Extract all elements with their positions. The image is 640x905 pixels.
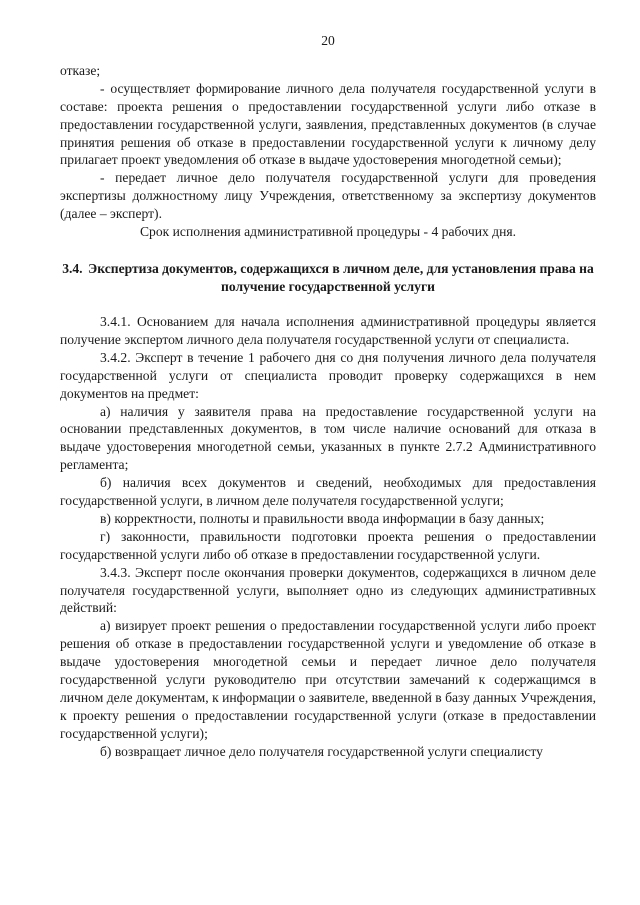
list-item-g: г) законности, правильности подготовки проекта решения о предоставлении государственной услуги либо об отказе в предоставлении государственной услуги. <box>60 528 596 562</box>
paragraph-transfer: - передает личное дело получателя государственной услуги для проведения экспертизы должностному лицу Учреждения, ответственному за экспертизу документов (далее – эксперт). <box>60 170 596 222</box>
list-item-b-action: б) возвращает личное дело получателя государственной услуги специалисту <box>100 743 543 759</box>
list-item-a: а) наличия у заявителя права на предоставление государственной услуги на основании представленных документов, в том числе наличие оснований для отказа в выдаче удостоверения многодетной семьи, указанных в пункте 2.7.2 Административного регламента; <box>60 403 596 473</box>
section-number: 3.4. <box>62 260 83 276</box>
list-item-v: в) корректности, полноты и правильности ввода информации в базу данных; <box>100 510 545 526</box>
paragraph-formation: - осуществляет формирование личного дела получателя государственной услуги в составе: проекта решения о предоставлении государственной услуги либо отказе в предоставлении государственной услуги, заявления, представленных документов (в случае принятия решения об отказе в предоставлении государственной услуги к личному делу прилагает проект уведомления об отказе в выдаче удостоверения многодетной семьи); <box>60 80 596 168</box>
paragraph-fragment: отказе; <box>60 62 101 78</box>
document-page <box>60 32 596 761</box>
paragraph-3-4-3: 3.4.3. Эксперт после окончания проверки документов, содержащихся в личном деле получателя государственной услуги, выполняет одно из следующих административных действий: <box>60 564 596 616</box>
list-item-a-action: а) визирует проект решения о предоставлении государственной услуги либо проект решения об отказе в предоставлении государственной услуги и уведомление об отказе в выдаче удостоверения многодетной семьи и передает личное дело получателя государственной услуги руководителю при отсутствии замечаний к содержащимся в личном деле документам, к информации о заявителе, введенной в базу данных Учреждения, к проекту решения о предоставлении государственной услуги (отказе в предоставлении государственной услуги); <box>60 618 597 741</box>
paragraph-3-4-2: 3.4.2. Эксперт в течение 1 рабочего дня со дня получения личного дела получателя государственной услуги от специалиста проводит проверку содержащихся в нем документов на предмет: <box>60 349 596 401</box>
section-title: Экспертиза документов, содержащихся в личном деле, для установления права на получение государственной услуги <box>87 260 594 295</box>
deadline-line: Срок исполнения административной процедуры - 4 рабочих дня. <box>139 224 517 240</box>
list-item-b: б) наличия всех документов и сведений, необходимых для предоставления государственной услуги, в личном деле получателя государственной услуги; <box>60 475 596 509</box>
paragraph-3-4-1: 3.4.1. Основанием для начала исполнения административной процедуры является получение экспертом личного дела получателя государственной услуги от специалиста. <box>60 313 596 347</box>
section-heading <box>60 260 596 297</box>
page-number: 20 <box>321 33 335 48</box>
